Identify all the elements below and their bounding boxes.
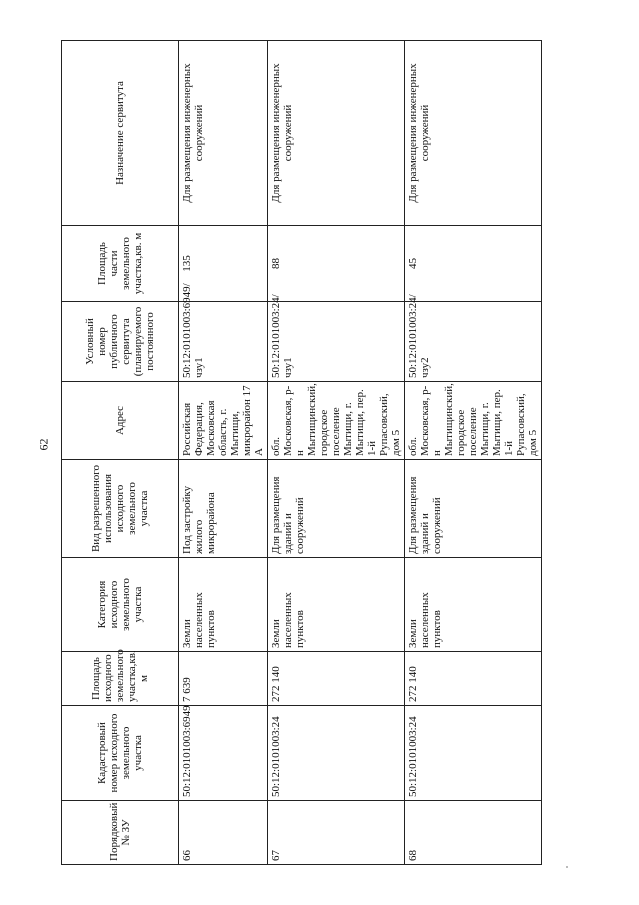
header-part-area: Площадь части земельного участка,кв. м — [62, 226, 179, 302]
cell-category: Земли населенных пунктов — [268, 558, 405, 652]
cell-address: Российская Федерация, Московская область, г. Мытищи, микрорайон 17 А — [179, 382, 268, 460]
header-address: Адрес — [62, 382, 179, 460]
servitude-table — [61, 40, 542, 865]
cell-cadastral-number: 50:12:0101003:24 — [268, 706, 405, 801]
cell-area: 272 140 — [268, 652, 405, 706]
header-parcel-number: Порядковый № ЗУ — [62, 801, 179, 865]
cell-address: обл. Московская, р-н Мытищинский, городское поселение Мытищи, г. Мытищи, пер. 1-й Рупасовский, дом 5 — [268, 382, 405, 460]
header-category: Категория исходного земельного участка — [62, 558, 179, 652]
cell-address: обл. Московская, р-н Мытищинский, городское поселение Мытищи, г. Мытищи, пер. 1-й Рупасовский, дом 5 — [405, 382, 542, 460]
cell-permitted-use: Под застройку жилого микрорайона — [179, 460, 268, 558]
cell-category: Земли населенных пунктов — [405, 558, 542, 652]
table-row — [179, 41, 268, 865]
cell-purpose: Для размещения инженерных сооружений — [405, 41, 542, 226]
cell-servitude-number: 50:12:0101003:6949/чзу1 — [179, 302, 268, 382]
header-permitted-use: Вид разрешенного использования исходного земельного участка — [62, 460, 179, 558]
cell-purpose: Для размещения инженерных сооружений — [268, 41, 405, 226]
servitude-table-container — [61, 41, 539, 865]
page-number: 62 — [36, 438, 51, 451]
cell-permitted-use: Для размещения зданий и сооружений — [268, 460, 405, 558]
cell-purpose: Для размещения инженерных сооружений — [179, 41, 268, 226]
table-row — [268, 41, 405, 865]
header-area: Площадь исходного земельного участка,кв. м — [62, 652, 179, 706]
cell-parcel-number: 68 — [405, 801, 542, 865]
cell-parcel-number: 67 — [268, 801, 405, 865]
table-row — [405, 41, 542, 865]
cell-part-area: 45 — [405, 226, 542, 302]
cell-servitude-number: 50:12:0101003:24/чзу1 — [268, 302, 405, 382]
scan-speck — [566, 866, 568, 868]
cell-area: 272 140 — [405, 652, 542, 706]
cell-parcel-number: 66 — [179, 801, 268, 865]
header-purpose: Назначение сервитута — [62, 41, 179, 226]
cell-servitude-number: 50:12:0101003:24/чзу2 — [405, 302, 542, 382]
header-servitude-number: Условный номер публичного сервитута (планируемого постоянного — [62, 302, 179, 382]
cell-part-area: 135 — [179, 226, 268, 302]
cell-area: 7 639 — [179, 652, 268, 706]
cell-part-area: 88 — [268, 226, 405, 302]
cell-category: Земли населенных пунктов — [179, 558, 268, 652]
cell-cadastral-number: 50:12:0101003:6949 — [179, 706, 268, 801]
table-header-row — [62, 41, 179, 865]
header-cadastral-number: Кадастровый номер исходного земельного участка — [62, 706, 179, 801]
cell-permitted-use: Для размещения зданий и сооружений — [405, 460, 542, 558]
cell-cadastral-number: 50:12:0101003:24 — [405, 706, 542, 801]
